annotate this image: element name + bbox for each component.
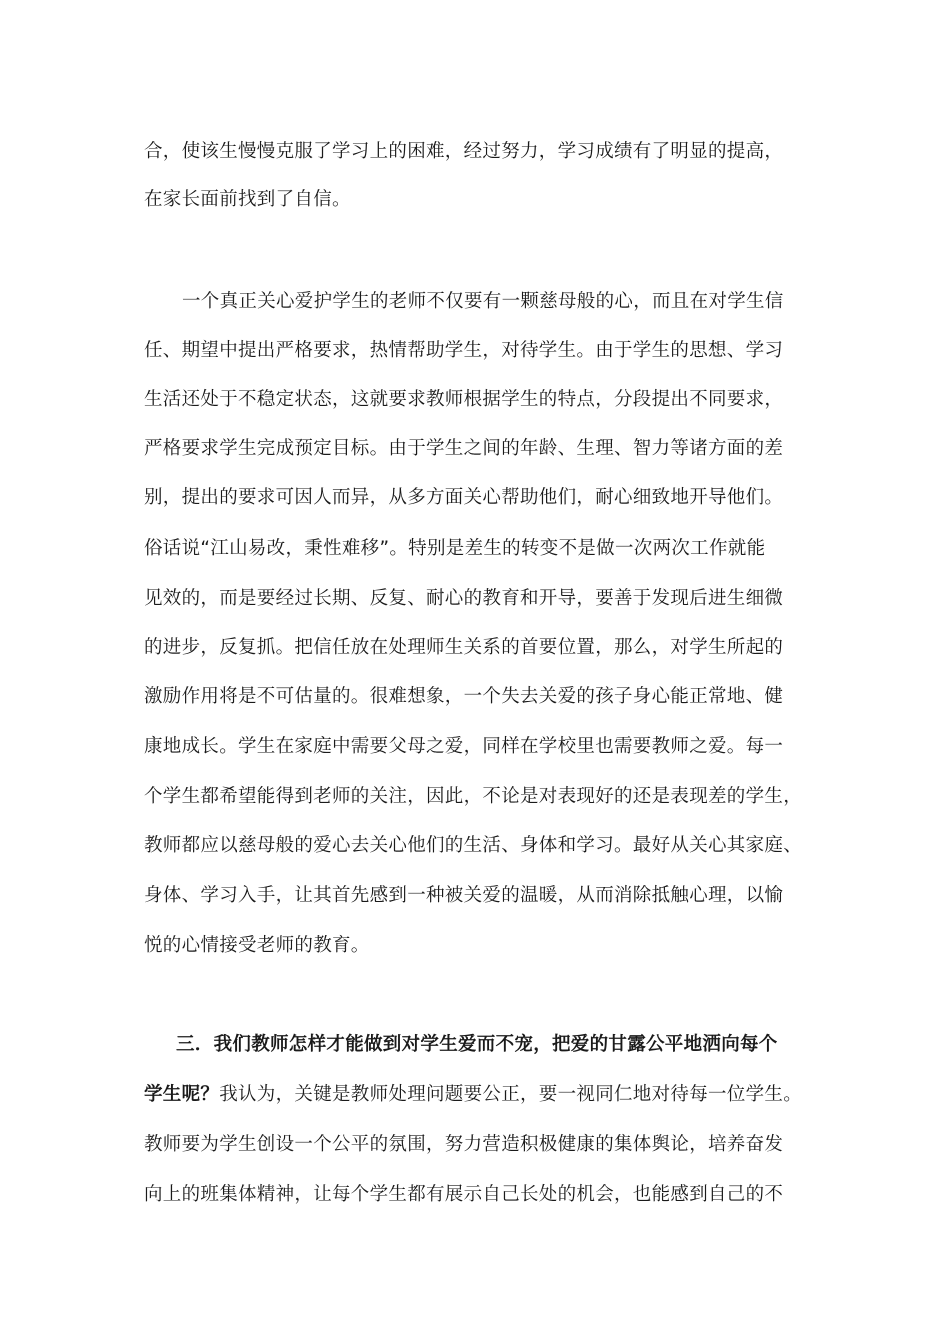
paragraph-3-line-4: 向上的班集体精神，让每个学生都有展示自己长处的机会，也能感到自己的不 xyxy=(144,1184,784,1205)
paragraph-2-line-2: 任、期望中提出严格要求，热情帮助学生，对待学生。由于学生的思想、学习 xyxy=(144,340,784,361)
paragraph-2-line-8: 的进步，反复抓。把信任放在处理师生关系的首要位置，那么，对学生所起的 xyxy=(144,637,784,658)
paragraph-3-line-2-text: 我认为，关键是教师处理问题要公正，要一视同仁地对待每一位学生。 xyxy=(219,1084,803,1105)
paragraph-2-line-7: 见效的，而是要经过长期、反复、耐心的教育和开导，要善于发现后进生细微 xyxy=(144,588,784,609)
paragraph-2-line-9: 激励作用将是不可估量的。很难想象，一个失去关爱的孩子身心能正常地、健 xyxy=(144,686,784,707)
paragraph-3-line-2 xyxy=(144,1082,802,1108)
paragraph-1-line-1: 合，使该生慢慢克服了学习上的困难，经过努力，学习成绩有了明显的提高， xyxy=(144,141,784,162)
paragraph-3-heading: 三．我们教师怎样才能做到对学生爱而不宠，把爱的甘露公平地洒向每个 xyxy=(176,1034,778,1055)
paragraph-1-line-2: 在家长面前找到了自信。 xyxy=(144,189,351,210)
paragraph-3-line-3: 教师要为学生创设一个公平的氛围，努力营造积极健康的集体舆论，培养奋发 xyxy=(144,1134,784,1155)
paragraph-2-line-10: 康地成长。学生在家庭中需要父母之爱，同样在学校里也需要教师之爱。每一 xyxy=(144,736,784,757)
paragraph-2-line-13: 身体、学习入手，让其首先感到一种被关爱的温暖，从而消除抵触心理，以愉 xyxy=(144,885,784,906)
paragraph-2-line-12: 教师都应以慈母般的爱心去关心他们的生活、身体和学习。最好从关心其家庭、 xyxy=(144,835,803,856)
paragraph-2-line-1: 一个真正关心爱护学生的老师不仅要有一颗慈母般的心，而且在对学生信 xyxy=(182,291,784,312)
paragraph-2-line-6: 俗话说“江山易改，秉性难移”。特别是差生的转变不是做一次两次工作就能 xyxy=(144,538,766,559)
paragraph-2-line-4: 严格要求学生完成预定目标。由于学生之间的年龄、生理、智力等诸方面的差 xyxy=(144,438,784,459)
paragraph-2-line-11: 个学生都希望能得到老师的关注，因此，不论是对表现好的还是表现差的学生， xyxy=(144,786,803,807)
paragraph-2-line-5: 别，提出的要求可因人而异，从多方面关心帮助他们，耐心细致地开导他们。 xyxy=(144,487,784,508)
paragraph-2-line-3: 生活还处于不稳定状态，这就要求教师根据学生的特点，分段提出不同要求， xyxy=(144,389,784,410)
paragraph-3-heading-end: 学生呢？ xyxy=(144,1084,220,1105)
paragraph-2-line-14: 悦的心情接受老师的教育。 xyxy=(144,935,370,956)
